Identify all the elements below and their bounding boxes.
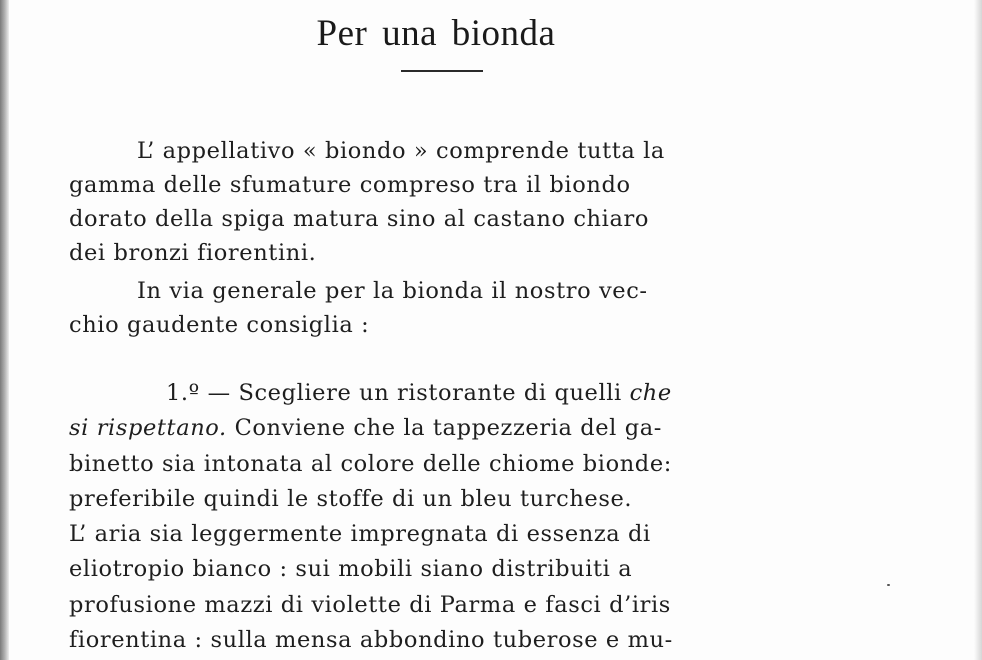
text-line: L’ aria sia leggermente impregnata di essenza di <box>69 521 651 547</box>
text-line: eliotropio bianco : sui mobili siano distribuiti a <box>69 556 633 582</box>
text-line: In via generale per la bionda il nostro vec- <box>137 278 648 304</box>
text-line: preferibile quindi le stoffe di un bleu turchese. <box>69 486 633 512</box>
text-line: dorato della spiga matura sino al castano chiaro <box>69 206 649 232</box>
text-line: L’ appellativo « biondo » comprende tutta la <box>137 138 665 164</box>
text-line <box>69 413 662 443</box>
page-binding-shadow <box>0 0 9 660</box>
text-line: binetto sia intonata al colore delle chiome bionde: <box>69 451 672 477</box>
text-line: profusione mazzi di violette di Parma e fasci d’iris <box>69 592 671 618</box>
text-line: fiorentina : sulla mensa abbondino tuberose e mu- <box>69 627 673 653</box>
text-line <box>166 378 672 408</box>
text-line: dei bronzi fiorentini. <box>69 240 317 266</box>
chapter-title: Per una bionda <box>316 13 556 54</box>
italic-text: si rispettano. <box>69 415 227 441</box>
title-underline-rule <box>401 70 483 72</box>
text-line: chio gaudente consiglia : <box>69 312 370 338</box>
page-edge-shadow <box>974 0 982 660</box>
ink-speck <box>887 584 890 586</box>
text-span: 1.º — Scegliere un ristorante di quelli <box>166 380 630 406</box>
italic-text: che <box>629 380 672 406</box>
text-line: gamma delle sfumature compreso tra il biondo <box>69 172 631 198</box>
text-span: Conviene che la tappezzeria del ga- <box>226 415 662 441</box>
